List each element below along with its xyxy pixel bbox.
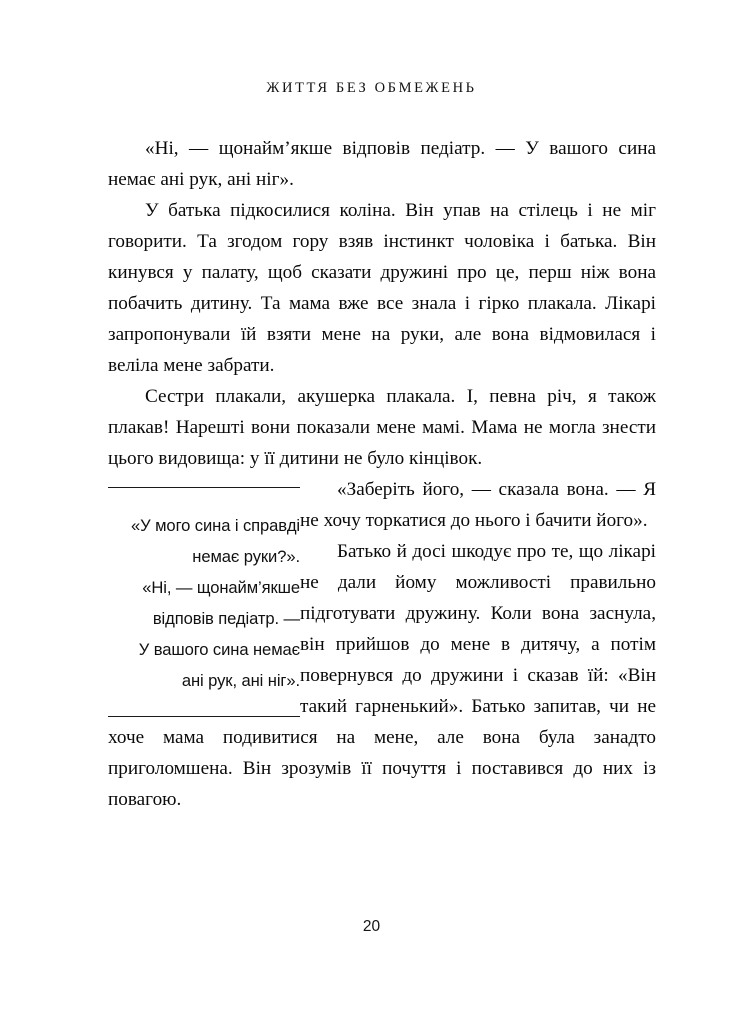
paragraph-text: «Ні, — щонайм’якше відповів педіатр. — У вашого сина немає ані рук, ані ніг». — [108, 138, 656, 190]
paragraph-text: Батько й досі шкодує про те, що лікарі не дали йому можливості правильно підготувати дружину. Коли вона заснула, він прийшов до мене в дитячу, а потім повернувся до дружини і сказав їй: «Він такий гарненький». Батько запитав, чи не хоче мама подивитися на мене, але вона була занадто приголомшена. Він зрозумів її почуття і поставився до них із повагою. — [108, 541, 656, 810]
pull-quote-line: ані рук, ані ніг». — [181, 671, 300, 690]
pull-quote-rule-top — [108, 487, 300, 488]
pull-quote — [108, 487, 300, 717]
body-text-block — [108, 133, 656, 815]
pull-quote-line: «У мого сина і справді — [131, 516, 300, 535]
running-header: ЖИТТЯ БЕЗ ОБМЕЖЕНЬ — [266, 80, 477, 96]
paragraph — [108, 133, 656, 195]
pull-quote-line: немає руки?». — [192, 547, 300, 566]
paragraph-text: У батька підкосилися коліна. Він упав на стілець і не міг говорити. Та згодом гору взяв інстинкт чоловіка і батька. Він кинувся у палату, щоб сказати дружині про це, перш ніж вона побачить дитину. Та мама вже все знала і гірко плакала. Лікарі запропонували їй взяти мене на руки, але вона відмовилася і веліла мене забрати. — [108, 200, 656, 376]
paragraph — [108, 195, 656, 381]
pull-quote-text — [108, 510, 300, 696]
pull-quote-line: У вашого сина немає — [138, 640, 300, 659]
paragraph-text: Сестри плакали, акушерка плакала. І, певна річ, я також плакав! Нарешті вони показали мене мамі. Мама не могла знести цього видовища: у її дитини не було кінцівок. — [108, 386, 656, 469]
pull-quote-line: «Ні, — щонайм’якше — [142, 578, 300, 597]
page-number: 20 — [362, 918, 381, 935]
paragraph-text: «Заберіть його, — сказала вона. — Я не хочу торкатися до нього і бачити його». — [300, 479, 656, 531]
pull-quote-rule-bottom — [108, 716, 300, 717]
paragraph — [108, 381, 656, 474]
pull-quote-line: відповів педіатр. — — [152, 609, 300, 628]
